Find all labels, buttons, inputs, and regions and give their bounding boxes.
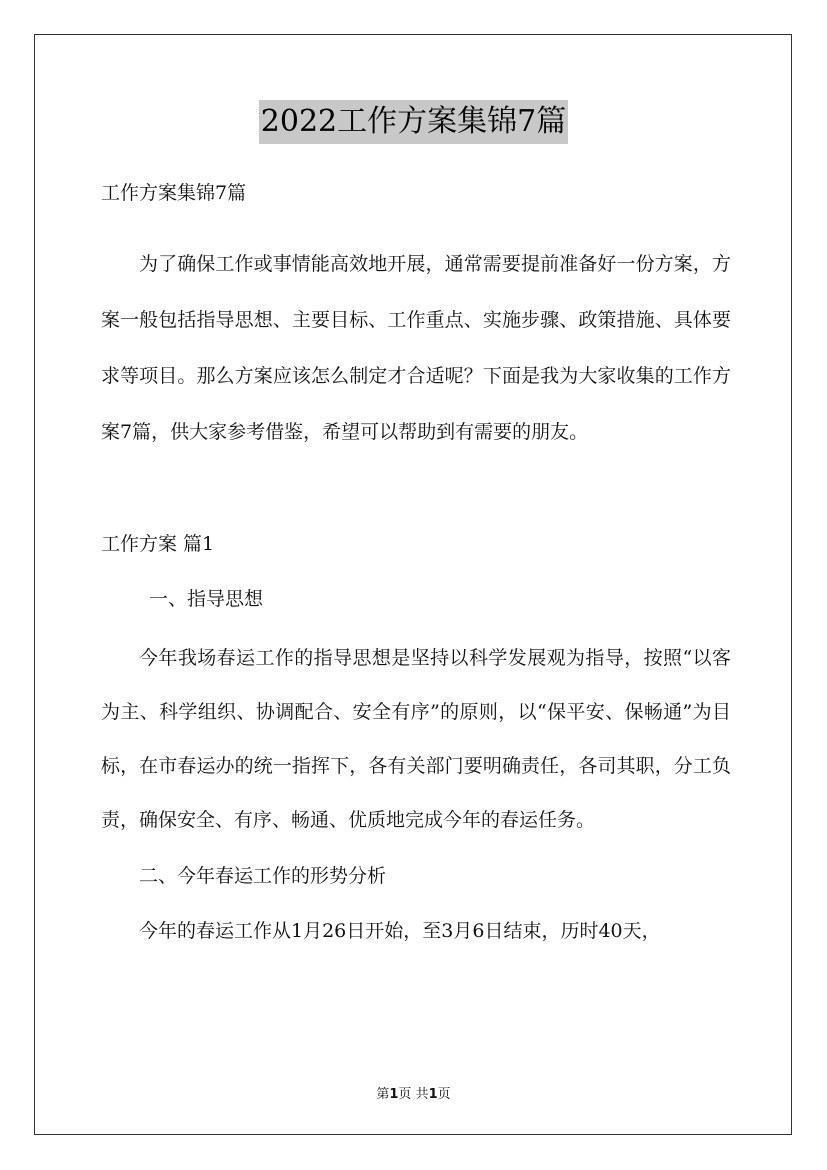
document-title-text: 2022工作方案集锦7篇 <box>259 100 568 144</box>
page-footer <box>0 1083 827 1102</box>
document-title <box>0 100 827 144</box>
footer-page-suffix: 页 <box>437 1087 451 1102</box>
situation-analysis-paragraph: 今年的春运工作从1月26日开始，至3月6日结束，历时40天， <box>139 920 661 942</box>
footer-page-total: 1 <box>428 1087 438 1102</box>
footer-page-mid: 页 共 <box>398 1087 429 1102</box>
footer-page-prefix: 第 <box>376 1087 390 1102</box>
subheading-guiding-ideology: 一、指导思想 <box>149 588 264 610</box>
document-body <box>101 172 731 953</box>
guiding-ideology-paragraph: 今年我场春运工作的指导思想是坚持以科学发展观为指导，按照“以客为主、科学组织、协调配合、安全有序”的原则，以“保平安、保畅通”为目标，在市春运办的统一指挥下，各有关部门要明确责任，各司其职，分工负责，确保安全、有序、畅通、优质地完成今年的春运任务。 <box>101 647 731 831</box>
section-heading: 工作方案 篇1 <box>101 533 215 555</box>
document-subtitle: 工作方案集锦7篇 <box>101 182 247 204</box>
subheading-situation-analysis: 二、今年春运工作的形势分析 <box>139 865 387 887</box>
intro-paragraph: 为了确保工作或事情能高效地开展，通常需要提前准备好一份方案，方案一般包括指导思想、主要目标、工作重点、实施步骤、政策措施、具体要求等项目。那么方案应该怎么制定才合适呢？下面是我为大家收集的工作方案7篇，供大家参考借鉴，希望可以帮助到有需要的朋友。 <box>101 253 731 443</box>
footer-page-current: 1 <box>389 1087 399 1102</box>
